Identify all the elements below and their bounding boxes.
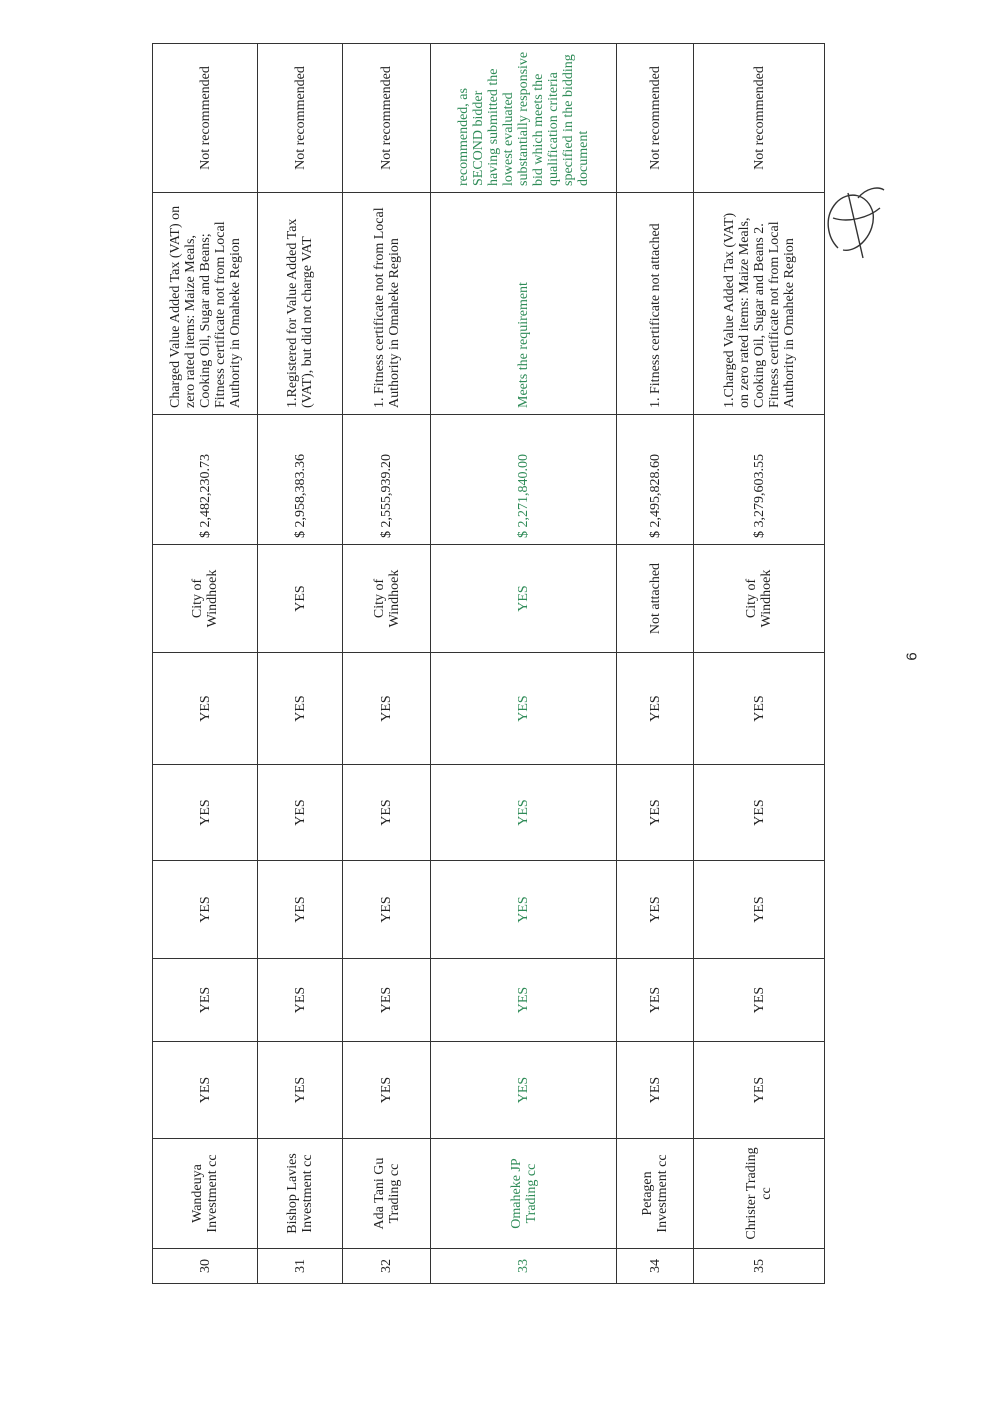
evaluation-remark-cell: 1.Charged Value Added Tax (VAT) on zero rated items: Maize Meals, Cooking Oil, Sugar and Beans 2. Fitness certificate not from Local Authority in Omaheke Region <box>694 193 825 415</box>
row-number-cell: 33 <box>431 1249 617 1284</box>
table-row <box>153 44 258 1284</box>
criterion-3-cell: YES <box>258 861 343 959</box>
handwritten-signature <box>818 178 888 268</box>
criterion-1-cell: YES <box>153 1042 258 1139</box>
table-row <box>694 44 825 1284</box>
fitness-authority-cell: YES <box>258 545 343 653</box>
criterion-5-cell: YES <box>258 653 343 765</box>
recommendation-cell: Not recommended <box>153 44 258 193</box>
criterion-1-cell: YES <box>694 1042 825 1139</box>
evaluation-remark-cell: Meets the requirement <box>431 193 617 415</box>
criterion-3-cell: YES <box>617 861 694 959</box>
criterion-1-cell: YES <box>617 1042 694 1139</box>
fitness-authority-cell: City of Windhoek <box>153 545 258 653</box>
fitness-authority-cell: YES <box>431 545 617 653</box>
criterion-1-cell: YES <box>258 1042 343 1139</box>
fitness-authority-cell: Not attached <box>617 545 694 653</box>
criterion-4-cell: YES <box>694 765 825 861</box>
bid-amount-cell: $ 2,482,230.73 <box>153 415 258 545</box>
row-number-cell: 34 <box>617 1249 694 1284</box>
recommendation-cell: Not recommended <box>694 44 825 193</box>
table-row <box>343 44 431 1284</box>
criterion-3-cell: YES <box>694 861 825 959</box>
criterion-5-cell: YES <box>343 653 431 765</box>
bidder-name-cell: Christer Trading cc <box>694 1139 825 1249</box>
criterion-2-cell: YES <box>617 959 694 1042</box>
row-number-cell: 32 <box>343 1249 431 1284</box>
criterion-4-cell: YES <box>153 765 258 861</box>
evaluation-remark-cell: Charged Value Added Tax (VAT) on zero rated items: Maize Meals, Cooking Oil, Sugar and Beans; Fitness certificate not from Local Authority in Omaheke Region <box>153 193 258 415</box>
bid-amount-cell: $ 2,958,383.36 <box>258 415 343 545</box>
criterion-3-cell: YES <box>431 861 617 959</box>
row-number-cell: 30 <box>153 1249 258 1284</box>
criterion-2-cell: YES <box>694 959 825 1042</box>
criterion-5-cell: YES <box>694 653 825 765</box>
bidder-name-cell: Omaheke JP Trading cc <box>431 1139 617 1249</box>
criterion-2-cell: YES <box>153 959 258 1042</box>
bid-amount-cell: $ 2,495,828.60 <box>617 415 694 545</box>
criterion-2-cell: YES <box>258 959 343 1042</box>
criterion-2-cell: YES <box>343 959 431 1042</box>
criterion-4-cell: YES <box>431 765 617 861</box>
criterion-3-cell: YES <box>343 861 431 959</box>
criterion-5-cell: YES <box>153 653 258 765</box>
criterion-5-cell: YES <box>431 653 617 765</box>
criterion-4-cell: YES <box>617 765 694 861</box>
table-row <box>258 44 343 1284</box>
table-body <box>153 44 825 1284</box>
row-number-cell: 31 <box>258 1249 343 1284</box>
table-row <box>617 44 694 1284</box>
criterion-1-cell: YES <box>343 1042 431 1139</box>
evaluation-table <box>152 43 825 1284</box>
criterion-3-cell: YES <box>153 861 258 959</box>
row-number-cell: 35 <box>694 1249 825 1284</box>
bidder-name-cell: Bishop Lavies Investment cc <box>258 1139 343 1249</box>
criterion-4-cell: YES <box>258 765 343 861</box>
bid-amount-cell: $ 2,271,840.00 <box>431 415 617 545</box>
fitness-authority-cell: City of Windhoek <box>343 545 431 653</box>
page-number: 6 <box>903 652 921 661</box>
criterion-4-cell: YES <box>343 765 431 861</box>
recommendation-cell: recommended, as SECOND bidder having submitted the lowest evaluated substantially responsive bid which meets the qualification criteria specified in the bidding document <box>431 44 617 193</box>
evaluation-remark-cell: 1.Registered for Value Added Tax (VAT), but did not charge VAT <box>258 193 343 415</box>
bid-amount-cell: $ 3,279,603.55 <box>694 415 825 545</box>
criterion-5-cell: YES <box>617 653 694 765</box>
recommendation-cell: Not recommended <box>258 44 343 193</box>
fitness-authority-cell: City of Windhoek <box>694 545 825 653</box>
bidder-name-cell: Ada Tani Gu Trading cc <box>343 1139 431 1249</box>
criterion-1-cell: YES <box>431 1042 617 1139</box>
bidder-name-cell: Wandeuya Investment cc <box>153 1139 258 1249</box>
table-row <box>431 44 617 1284</box>
criterion-2-cell: YES <box>431 959 617 1042</box>
rotated-evaluation-table-wrapper <box>152 44 824 1284</box>
evaluation-remark-cell: 1. Fitness certificate not from Local Authority in Omaheke Region <box>343 193 431 415</box>
evaluation-remark-cell: 1. Fitness certificate not attached <box>617 193 694 415</box>
bid-amount-cell: $ 2,555,939.20 <box>343 415 431 545</box>
bidder-name-cell: Petagen Investment cc <box>617 1139 694 1249</box>
recommendation-cell: Not recommended <box>343 44 431 193</box>
recommendation-cell: Not recommended <box>617 44 694 193</box>
